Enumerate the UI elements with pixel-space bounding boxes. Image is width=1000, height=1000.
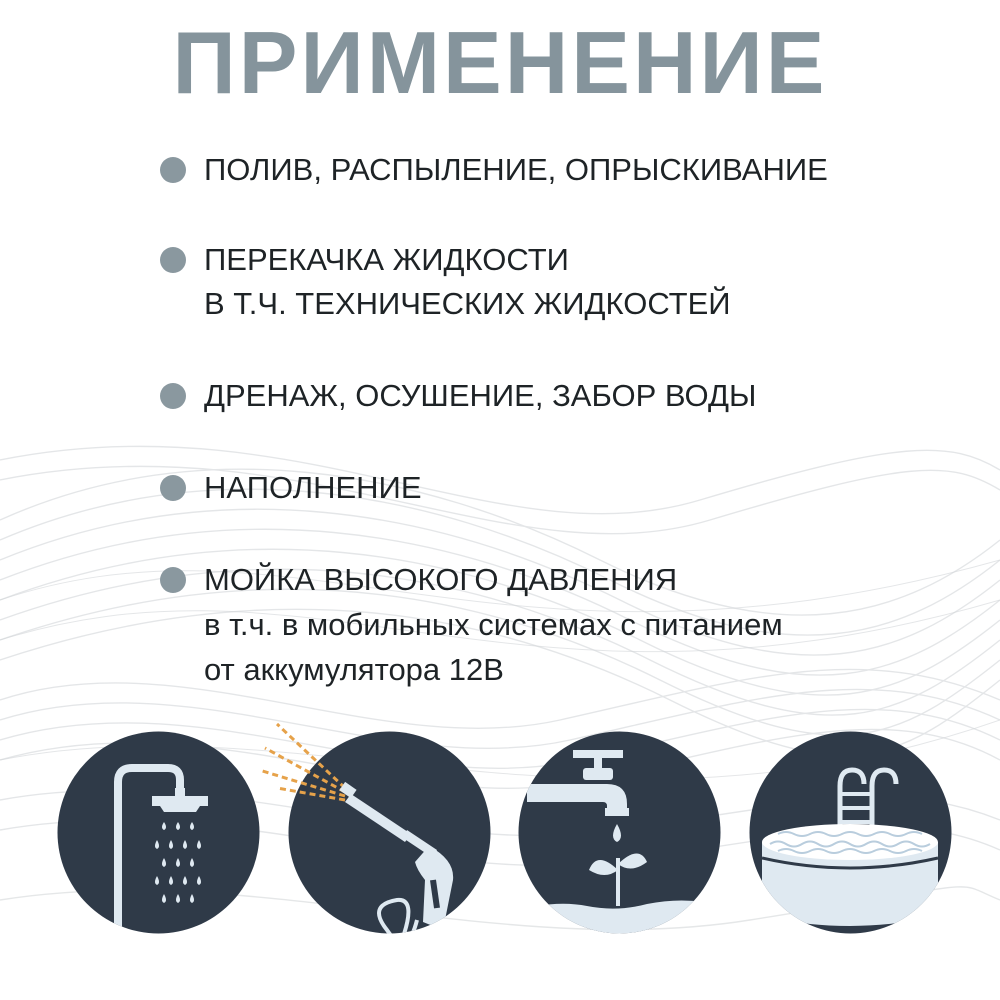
item-text: от аккумулятора 12В (204, 652, 504, 687)
pool-icon (748, 730, 953, 935)
item-text: МОЙКА ВЫСОКОГО ДАВЛЕНИЯ (204, 562, 678, 597)
bullet-icon (160, 383, 186, 409)
shower-icon (56, 730, 261, 935)
application-icons (0, 730, 1000, 940)
item-text: ДРЕНАЖ, ОСУШЕНИЕ, ЗАБОР ВОДЫ (204, 378, 757, 413)
pressure-washer-icon (287, 730, 492, 935)
item-text: В Т.Ч. ТЕХНИЧЕСКИХ ЖИДКОСТЕЙ (204, 286, 731, 321)
faucet-plant-icon (517, 730, 722, 935)
item-text: ПЕРЕКАЧКА ЖИДКОСТИ (204, 242, 569, 277)
bullet-icon (160, 475, 186, 501)
page-title: ПРИМЕНЕНИЕ (172, 13, 828, 112)
bullet-icon (160, 157, 186, 183)
bullet-icon (160, 567, 186, 593)
item-text: ПОЛИВ, РАСПЫЛЕНИЕ, ОПРЫСКИВАНИЕ (204, 152, 828, 187)
item-text: НАПОЛНЕНИЕ (204, 470, 422, 505)
item-text: в т.ч. в мобильных системах с питанием (204, 607, 783, 642)
bullet-icon (160, 247, 186, 273)
